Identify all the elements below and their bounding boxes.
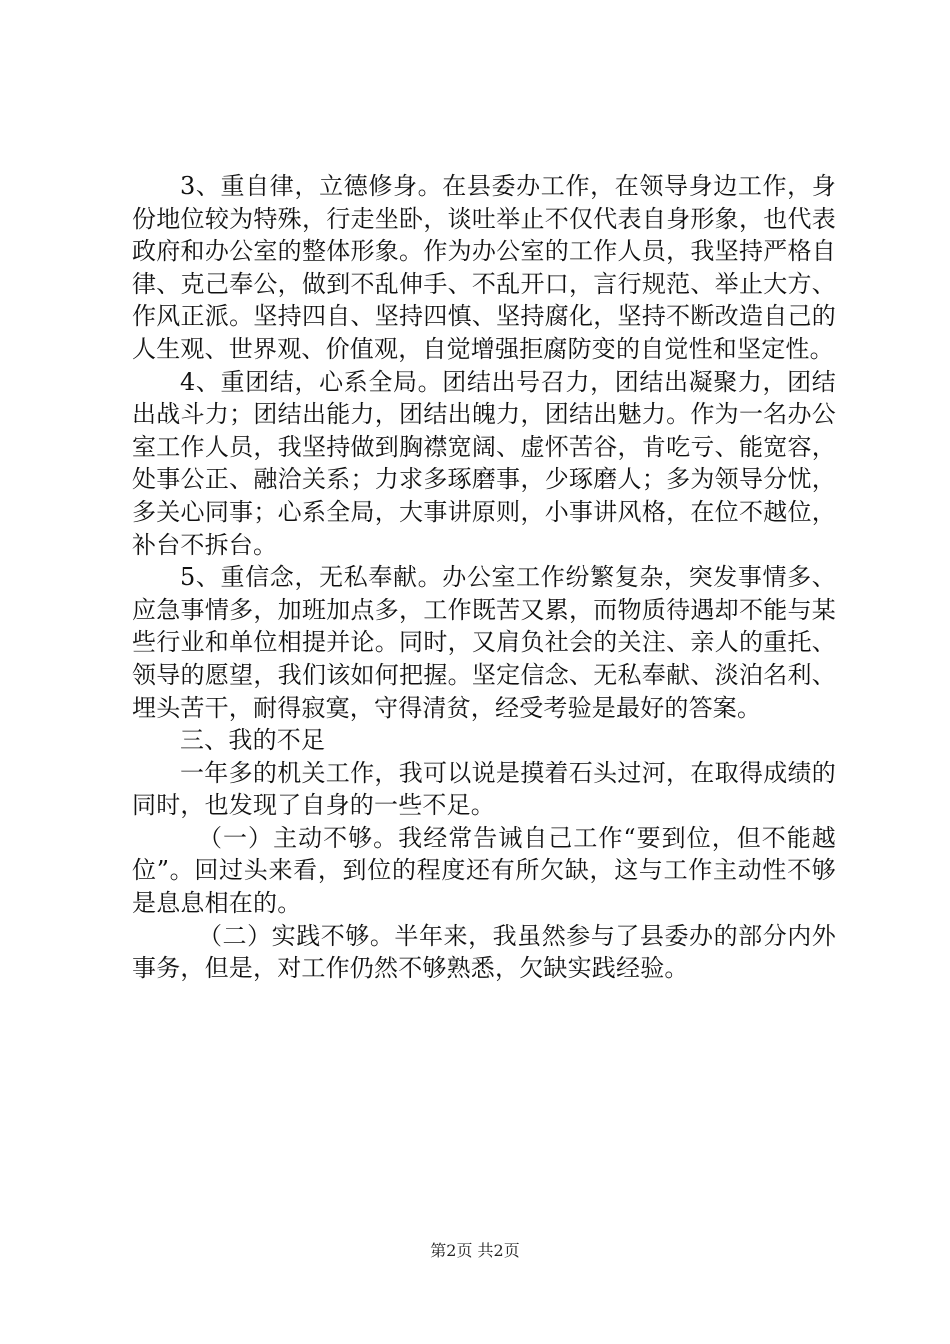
section-heading-shortcomings: 三、我的不足: [180, 726, 326, 755]
page-footer: 第2页 共2页: [430, 1241, 520, 1260]
paragraph-shortcomings-intro: 一年多的机关工作，我可以说是摸着石头过河，在取得成绩的同时，也发现了自身的一些不足。: [132, 758, 836, 820]
document-body: [132, 170, 836, 985]
paragraph-unity: 4、重团结，心系全局。团结出号召力，团结出凝聚力，团结出战斗力；团结出能力，团结出魄力，团结出魅力。作为一名办公室工作人员，我坚持做到胸襟宽阔、虚怀苦谷，肯吃亏、能宽容，处事公正、融洽关系；力求多琢磨事，少琢磨人；多为领导分忧，多关心同事；心系全局，大事讲原则，小事讲风格，在位不越位，补台不拆台。: [132, 367, 836, 559]
paragraph-practice: （二）实践不够。半年来，我虽然参与了县委办的部分内外事务，但是，对工作仍然不够熟悉，欠缺实践经验。: [132, 921, 836, 983]
paragraph-self-discipline: 3、重自律，立德修身。在县委办工作，在领导身边工作，身份地位较为特殊，行走坐卧，谈吐举止不仅代表自身形象，也代表政府和办公室的整体形象。作为办公室的工作人员，我坚持严格自律、克己奉公，做到不乱伸手、不乱开口，言行规范、举止大方、作风正派。坚持四自、坚持四慎、坚持腐化，坚持不断改造自己的人生观、世界观、价值观，自觉增强拒腐防变的自觉性和坚定性。: [132, 172, 836, 363]
paragraph-initiative: （一）主动不够。我经常告诫自己工作“要到位，但不能越位”。回过头来看，到位的程度还有所欠缺，这与工作主动性不够是息息相在的。: [132, 823, 836, 918]
paragraph-dedication: 5、重信念，无私奉献。办公室工作纷繁复杂，突发事情多、应急事情多，加班加点多，工作既苦又累，而物质待遇却不能与某些行业和单位相提并论。同时，又肩负社会的关注、亲人的重托、领导的愿望，我们该如何把握。坚定信念、无私奉献、淡泊名利、埋头苦干，耐得寂寞，守得清贫，经受考验是最好的答案。: [132, 563, 836, 722]
